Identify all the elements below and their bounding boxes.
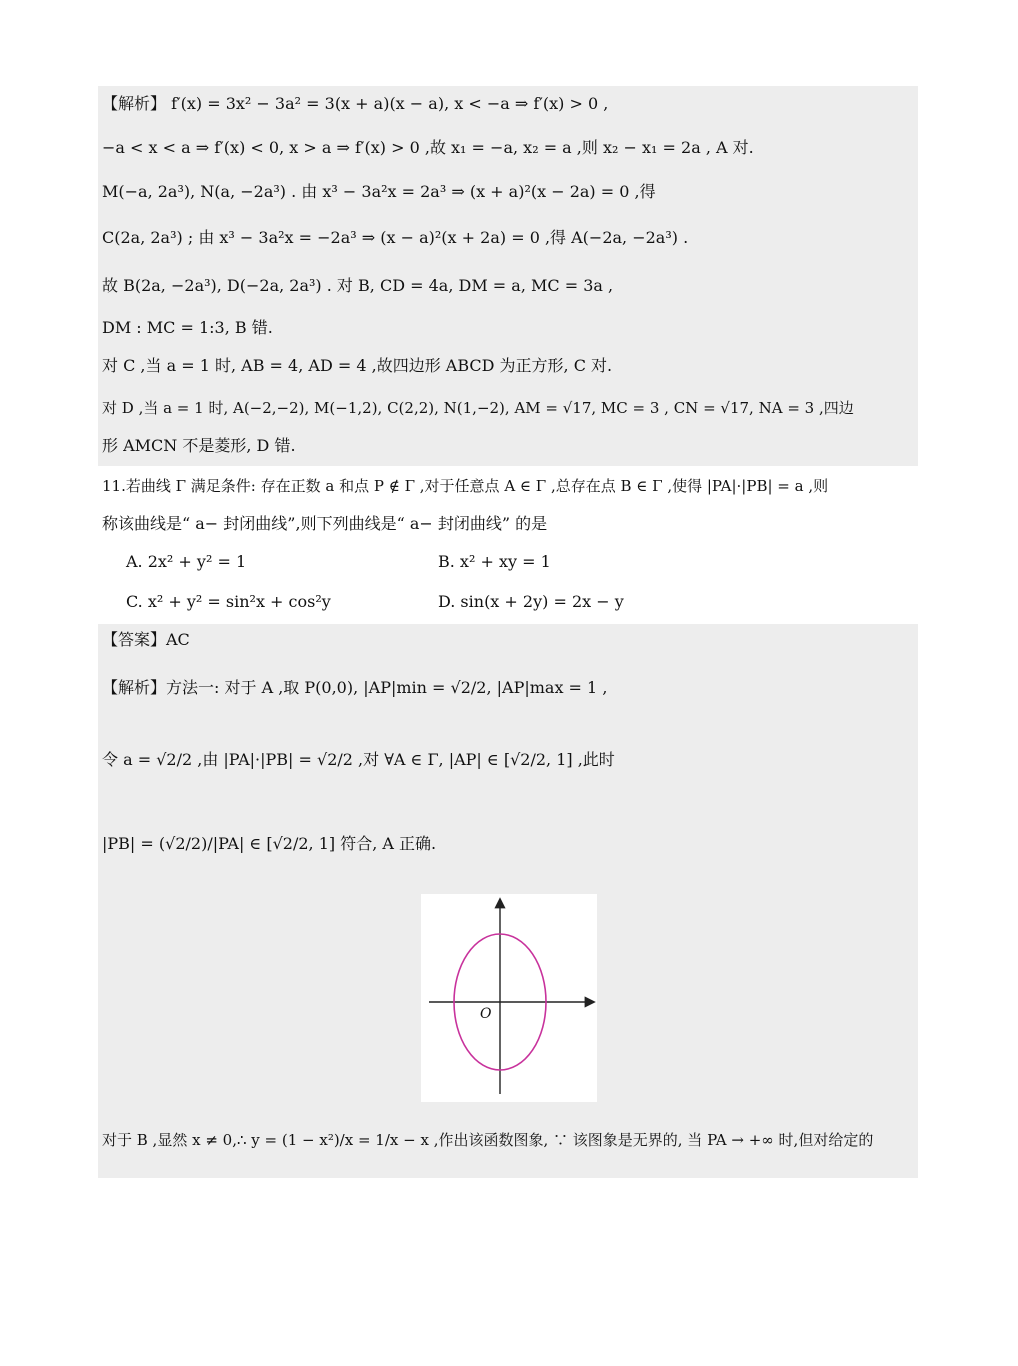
solution-1-line-7: 对 C ,当 a = 1 时, AB = 4, AD = 4 ,故四边形 ABCD 为正方形, C 对.: [102, 356, 613, 375]
solution-1-line-5: 故 B(2a, −2a³), D(−2a, 2a³) . 对 B, CD = 4a, DM = a, MC = 3a ,: [102, 276, 614, 295]
solution-1-line-8: 对 D ,当 a = 1 时, A(−2,−2), M(−1,2), C(2,2), N(1,−2), AM = √17, MC = 3 , CN = √17, NA = 3 ,四边: [102, 399, 854, 417]
ellipse-figure: [421, 894, 597, 1102]
option-b: B. x² + xy = 1: [438, 552, 551, 571]
option-d: D. sin(x + 2y) = 2x − y: [438, 592, 624, 611]
ellipse-figure-svg: [421, 894, 597, 1102]
solution-1-line-1: 【解析】 f′(x) = 3x² − 3a² = 3(x + a)(x − a), x < −a ⇒ f′(x) > 0 ,: [102, 94, 609, 113]
solution-2-line-2: 令 a = √2/2 ,由 |PA|·|PB| = √2/2 ,对 ∀A ∈ Γ, |AP| ∈ [√2/2, 1] ,此时: [102, 750, 615, 769]
question-11-stem-1: 11.若曲线 Γ 满足条件: 存在正数 a 和点 P ∉ Γ ,对于任意点 A ∈ Γ ,总存在点 B ∈ Γ ,使得 |PA|·|PB| = a ,则: [102, 477, 829, 495]
option-c: C. x² + y² = sin²x + cos²y: [126, 592, 331, 611]
solution-1-line-2: −a < x < a ⇒ f′(x) < 0, x > a ⇒ f′(x) > 0 ,故 x₁ = −a, x₂ = a ,则 x₂ − x₁ = 2a , A 对.: [102, 138, 754, 157]
answer-line: 【答案】AC: [102, 630, 190, 649]
question-11-stem-2: 称该曲线是“ a− 封闭曲线”,则下列曲线是“ a− 封闭曲线” 的是: [102, 514, 548, 533]
option-a: A. 2x² + y² = 1: [126, 552, 247, 571]
solution-1-line-9: 形 AMCN 不是菱形, D 错.: [102, 436, 296, 455]
origin-label: O: [480, 1006, 492, 1022]
solution-2-line-1: 【解析】方法一: 对于 A ,取 P(0,0), |AP|min = √2/2, |AP|max = 1 ,: [102, 678, 608, 697]
solution-2-line-4: 对于 B ,显然 x ≠ 0,∴ y = (1 − x²)/x = 1/x − x ,作出该函数图象, ∵ 该图象是无界的, 当 PA → +∞ 时,但对给定的: [102, 1131, 874, 1149]
solution-1-line-3: M(−a, 2a³), N(a, −2a³) . 由 x³ − 3a²x = 2a³ ⇒ (x + a)²(x − 2a) = 0 ,得: [102, 182, 656, 201]
solution-2-line-3: |PB| = (√2/2)/|PA| ∈ [√2/2, 1] 符合, A 正确.: [102, 834, 437, 853]
solution-1-line-4: C(2a, 2a³) ; 由 x³ − 3a²x = −2a³ ⇒ (x − a)²(x + 2a) = 0 ,得 A(−2a, −2a³) .: [102, 228, 689, 247]
solution-1-line-6: DM : MC = 1:3, B 错.: [102, 318, 273, 337]
